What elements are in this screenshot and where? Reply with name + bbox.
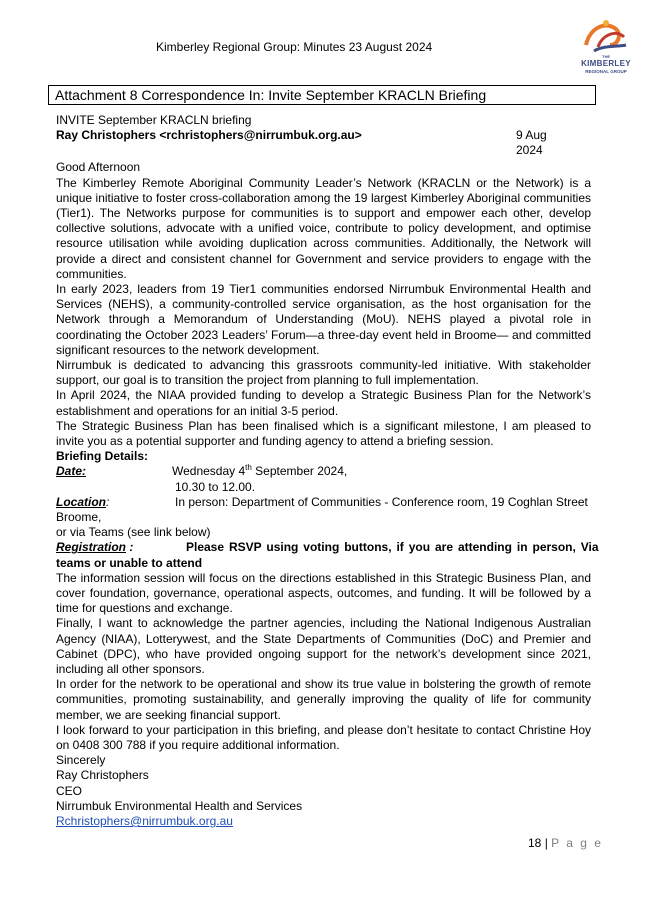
logo-text-kimberley: KIMBERLEY [581, 59, 631, 68]
paragraph-contact: I look forward to your participation in this briefing, and please don’t hesitate to contact Christine Hoy on 0408 300 788 if you require additional information. [56, 722, 591, 753]
date-value-suffix: th [245, 463, 252, 473]
date-value-day: Wednesday 4 [172, 464, 246, 479]
paragraph-nirrumbuk: Nirrumbuk is dedicated to advancing this grassroots community-led initiative. With stakeholder support, our goal is to transition the project from planning to full implementation. [56, 358, 591, 388]
location-teams: or via Teams (see link below) [56, 525, 211, 540]
email-from-row [56, 128, 591, 158]
registration-colon: : [126, 540, 134, 555]
email-date [516, 128, 556, 158]
registration-label: Registration [56, 540, 127, 555]
signatory-role: CEO [56, 783, 83, 798]
paragraph-network-intro: The Kimberley Remote Aboriginal Community Leader’s Network (KRACLN or the Network) is a unique initiative to foster cross-collaboration among the 19 largest Kimberley Aboriginal communities (Tier1). The Networks purpose for communities is to support and empower each other, develop collective solutions, advocate with a unified voice, contribute to policy development, and optimise resource utilisation while avoiding duplication across communities. Additionally, the Network will provide a direct and consistent channel for Government and service providers to engage with the communities. [56, 175, 591, 281]
signatory-organisation: Nirrumbuk Environmental Health and Services [56, 798, 303, 813]
briefing-date-row [56, 464, 591, 479]
logo-text-the: THE [602, 54, 610, 59]
briefing-registration-row [56, 540, 599, 555]
time-value: 10.30 to 12.00. [175, 479, 256, 494]
kimberley-logo [576, 15, 636, 77]
location-city: Broome, [56, 510, 102, 525]
email-date-line1: 9 Aug [516, 128, 547, 143]
paragraph-financial-support: In order for the network to be operational and show its true value in bolstering the growth of remote communities, promoting sustainability, and generally improving the quality of life for community member, we are seeking financial support. [56, 677, 591, 722]
logo-text-regional-group: REGIONAL GROUP [585, 69, 627, 74]
signoff: Sincerely [56, 753, 106, 768]
date-value [172, 464, 347, 479]
briefing-location-row [56, 495, 591, 510]
briefing-details-heading: Briefing Details: [56, 449, 149, 464]
paragraph-acknowledgement: Finally, I want to acknowledge the partner agencies, including the National Indigenous Australian Agency (NIAA), Lotterywest, and the State Departments of Communities (DoC) and Premier and Cabinet (DPC), who have provided ongoing support for the network’s development since 2021, including all other sponsors. [56, 616, 591, 677]
paragraph-business-plan: The Strategic Business Plan has been finalised which is a significant milestone, I am pleased to invite you as a potential supporter and funding agency to attend a briefing session. [56, 418, 591, 449]
location-label: Location [56, 494, 106, 509]
date-label: Date: [56, 464, 87, 479]
email-subject: INVITE September KRACLN briefing [56, 113, 252, 127]
location-colon: : [106, 494, 110, 509]
briefing-time-row [56, 480, 591, 495]
attachment-title-box [48, 85, 596, 105]
document-header-title: Kimberley Regional Group: Minutes 23 August 2024 [156, 40, 433, 54]
email-sender: Ray Christophers <rchristophers@nirrumbuk.org.au> [56, 128, 362, 143]
greeting: Good Afternoon [56, 160, 141, 175]
page-number: 18 [528, 836, 542, 850]
registration-value: Please RSVP using voting buttons, if you are attending in person, Via [186, 540, 599, 555]
signatory-email-link[interactable]: Rchristophers@nirrumbuk.org.au [56, 814, 233, 829]
date-value-month: September 2024, [251, 464, 348, 479]
location-value: In person: Department of Communities - Conference room, 19 Coghlan Street [175, 494, 588, 509]
page-word: P a g e [551, 836, 603, 850]
attachment-title: Attachment 8 Correspondence In: Invite September KRACLN Briefing [55, 87, 487, 103]
paragraph-nehs-host: In early 2023, leaders from 19 Tier1 communities endorsed Nirrumbuk Environmental Health and Services (NEHS), a community-controlled service organisation, as the host organisation for the Network through a Memorandum of Understanding (MoU). NEHS played a pivotal role in coordinating the October 2023 Leaders’ Forum—a three-day event held in Broome— and committed significant resources to the network development. [56, 282, 591, 357]
registration-value-continued: teams or unable to attend [56, 555, 203, 570]
logo-swirl-icon [576, 15, 636, 55]
paragraph-niaa-funding: In April 2024, the NIAA provided funding to develop a Strategic Business Plan for the Network’s establishment and operations for an initial 3-5 period. [56, 388, 591, 418]
paragraph-session-focus: The information session will focus on the directions established in this Strategic Business Plan, and cover foundation, governance, operational aspects, outcomes, and funding. It will be followed by a time for questions and exchange. [56, 570, 591, 616]
signatory-name: Ray Christophers [56, 768, 149, 783]
email-date-line2: 2024 [516, 143, 543, 158]
page-footer [528, 836, 603, 850]
email-body [56, 113, 599, 829]
page-separator: | [541, 836, 552, 850]
